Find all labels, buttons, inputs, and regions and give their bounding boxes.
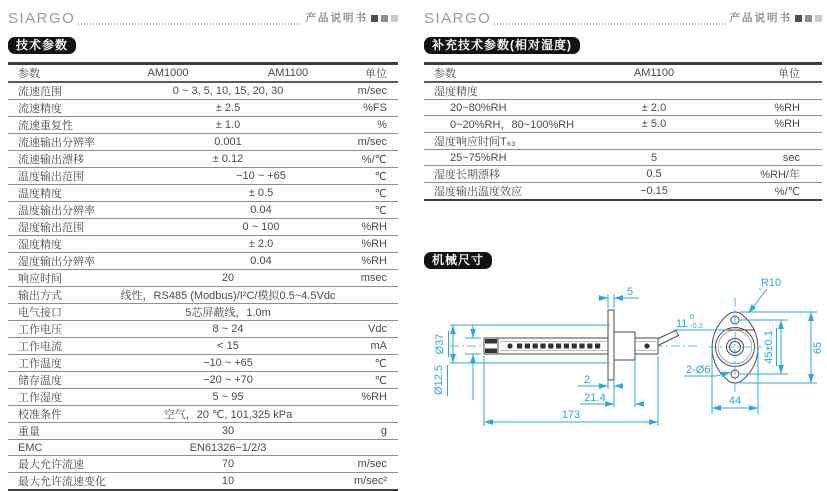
page-header-right <box>424 9 822 27</box>
dim-11: 11 <box>676 318 688 330</box>
param-value-cell: 0.5 <box>646 168 662 180</box>
vent-slots <box>517 344 600 349</box>
param-unit-cell <box>734 82 822 100</box>
param-unit-cell: ℃ <box>374 187 387 200</box>
page-marker-square <box>381 15 388 22</box>
param-unit-cell: msec <box>360 272 387 284</box>
page-header-left <box>8 9 398 27</box>
doc-type-label: 产品说明书 <box>729 11 792 24</box>
param-name-cell: 重量 <box>18 426 40 438</box>
sensor-port-hole <box>507 343 512 348</box>
param-unit-cell: ℃ <box>374 374 387 387</box>
param-name-cell: 校准条件 <box>18 409 62 421</box>
page-marker-square <box>815 15 822 22</box>
param-name-cell: 湿度输出分辨率 <box>18 256 95 268</box>
param-name-cell: 温度精度 <box>18 188 62 200</box>
param-name-cell: 响应时间 <box>18 273 62 285</box>
param-name-cell: 温度输出范围 <box>18 171 84 183</box>
dim-65: 65 <box>812 341 824 355</box>
table-row <box>8 338 398 355</box>
col-header-unit: 单位 <box>778 68 800 80</box>
col-header-unit: 单位 <box>365 68 387 80</box>
param-unit-cell: m/sec <box>357 458 387 470</box>
param-unit-cell: %/℃ <box>774 185 800 198</box>
table-row <box>424 183 822 201</box>
page-left <box>8 0 398 488</box>
page-marker-square <box>371 15 378 22</box>
param-value-cell: 0.001 <box>214 136 242 148</box>
table-row <box>8 304 398 321</box>
dim-dia125: Ø12.5 <box>433 365 445 395</box>
param-unit-cell: m/sec <box>357 85 387 97</box>
param-unit-cell: ℃ <box>374 204 387 217</box>
dim-45: 45±0.1 <box>763 330 775 364</box>
param-value-cell: −10 ~ +65 <box>236 170 286 182</box>
param-value-cell: 5芯屏蔽线，1.0m <box>185 307 271 319</box>
param-unit-cell: Vdc <box>368 323 387 335</box>
param-value-cell: 70 <box>221 458 235 470</box>
param-name-cell: 最大允许流速 <box>18 459 84 471</box>
param-unit-cell <box>348 406 398 423</box>
dim-2dia6: 2-Ø6 <box>686 364 711 376</box>
section-badge-tech-params: 技术参数 <box>8 37 76 54</box>
param-unit-cell: mA <box>370 340 387 352</box>
param-value-cell: −0.15 <box>640 185 668 197</box>
param-unit-cell: g <box>380 425 387 437</box>
param-value-cell: 0 ~ 3, 5, 10, 15, 20, 30 <box>172 85 284 97</box>
mounting-flange-side <box>608 310 614 380</box>
param-name-cell: 温度输出分辨率 <box>18 205 95 217</box>
col-header-param: 参数 <box>434 68 456 80</box>
param-name-cell: 工作温度 <box>18 358 62 370</box>
table-row <box>424 166 822 183</box>
param-unit-cell <box>348 440 398 456</box>
table-row <box>8 117 398 134</box>
page-right <box>424 0 822 478</box>
param-unit-cell: % <box>377 119 387 131</box>
humidity-params-table <box>424 62 822 201</box>
param-unit-cell: %RH <box>774 118 800 130</box>
table-row <box>8 151 398 168</box>
param-value-cell: ± 0.12 <box>212 153 244 165</box>
param-value-cell: ± 1.0 <box>215 119 241 131</box>
param-value-cell: 空气，20 ℃, 101,325 kPa <box>163 409 293 421</box>
param-name-cell: 储存温度 <box>18 375 62 387</box>
param-name-cell: 流速重复性 <box>18 120 73 132</box>
param-name-cell: 流速精度 <box>18 103 62 115</box>
param-unit-cell <box>734 133 822 150</box>
dim-11-tol-lower: -0.2 <box>690 321 703 330</box>
page-marker-square <box>795 15 802 22</box>
param-unit-cell: %RH <box>361 391 387 403</box>
hub-boss <box>614 332 635 360</box>
col-header-am1100: AM1100 <box>633 67 675 79</box>
section-badge-humidity-params: 补充技术参数(相对湿度) <box>424 37 580 54</box>
dim-173: 173 <box>561 409 581 421</box>
param-name-cell: 湿度精度 <box>18 239 62 251</box>
dim-dia37: Ø37 <box>434 333 446 355</box>
dim-2: 2 <box>583 374 591 386</box>
table-row <box>8 456 398 473</box>
table-row <box>8 389 398 406</box>
param-name-cell: EMC <box>18 441 43 454</box>
table-row <box>8 423 398 440</box>
table-row <box>8 134 398 151</box>
param-value-cell: ± 2.5 <box>215 102 241 114</box>
param-value-cell: ± 0.5 <box>248 187 274 199</box>
table-header-row <box>424 64 822 83</box>
param-unit-cell: ℃ <box>374 357 387 370</box>
brand-logo: SIARGO <box>8 9 76 27</box>
param-name-cell: 湿度输出范围 <box>18 222 84 234</box>
param-name-cell: 20~80%RH <box>450 101 507 114</box>
param-name-cell: 工作电压 <box>18 324 62 336</box>
param-name-cell: 流速输出漂移 <box>18 154 84 166</box>
param-name-cell: 最大允许流速变化 <box>18 476 106 488</box>
dim-44: 44 <box>728 395 742 407</box>
param-name-cell: 输出方式 <box>18 290 62 302</box>
param-value-cell: ± 2.0 <box>641 101 667 114</box>
table-row <box>8 219 398 236</box>
param-name-cell: 工作湿度 <box>18 392 62 404</box>
table-row <box>8 202 398 219</box>
param-unit-cell: m/sec <box>357 136 387 148</box>
param-unit-cell: %FS <box>363 102 387 114</box>
param-value-cell: < 15 <box>217 340 239 352</box>
header-dotted-rule <box>78 23 302 25</box>
param-name-cell: 流速输出分辨率 <box>18 137 95 149</box>
param-value-cell: ± 2.0 <box>248 238 274 250</box>
doc-type-label: 产品说明书 <box>305 11 368 24</box>
dim-214: 21.4 <box>584 392 606 404</box>
param-value-cell <box>574 133 734 150</box>
param-value-cell: EN61326−1/2/3 <box>189 441 267 454</box>
table-header-row <box>8 64 398 83</box>
table-row <box>8 440 398 456</box>
param-name-cell: 25~75%RH <box>450 151 507 164</box>
param-name-cell: 工作电流 <box>18 341 62 353</box>
probe-end-cap <box>485 339 497 344</box>
param-unit-cell: %RH <box>361 255 387 267</box>
param-unit-cell: %RH <box>361 221 387 233</box>
table-row <box>8 372 398 389</box>
table-row <box>8 82 398 100</box>
table-row <box>8 168 398 185</box>
page-marker-square <box>391 15 398 22</box>
param-name-cell: 湿度响应时间T₆₃ <box>434 136 516 148</box>
col-header-am1100: AM1100 <box>267 67 309 79</box>
param-name-cell: 电气接口 <box>18 307 62 319</box>
header-dotted-rule <box>494 23 726 25</box>
param-unit-cell: %/℃ <box>361 153 387 166</box>
col-header-am1000: AM1000 <box>147 67 189 79</box>
side-view-probe <box>450 310 698 380</box>
param-value-cell: 30 <box>221 425 235 437</box>
table-row <box>8 287 398 304</box>
table-row <box>8 100 398 117</box>
param-name-cell: 湿度输出温度效应 <box>434 186 522 198</box>
param-unit-cell: %RH/年 <box>760 169 800 181</box>
brand-logo: SIARGO <box>424 9 492 27</box>
param-value-cell: 0 ~ 100 <box>242 221 280 233</box>
table-row <box>424 100 822 116</box>
param-unit-cell <box>348 304 398 321</box>
param-value-cell: 8 ~ 24 <box>212 323 244 335</box>
param-name-cell: 0~20%RH，80~100%RH <box>450 119 575 131</box>
table-row <box>8 406 398 423</box>
param-value-cell: 0.04 <box>250 204 272 216</box>
table-row <box>8 253 398 270</box>
table-row <box>8 236 398 253</box>
param-value-cell: −20 ~ +70 <box>203 374 253 386</box>
cable <box>658 331 679 346</box>
param-value-cell: 10 <box>221 475 235 487</box>
dim-11-tol-upper: 0 <box>690 312 695 321</box>
param-name-cell: 湿度精度 <box>434 86 478 98</box>
param-value-cell: 20 <box>221 272 235 284</box>
param-value-cell: −10 ~ +65 <box>203 357 253 369</box>
param-value-cell: ± 5.0 <box>641 118 667 130</box>
param-value-cell: 线性，RS485 (Modbus)/I²C/模拟0.5~4.5Vdc <box>120 290 336 302</box>
tech-params-table-body <box>8 82 398 490</box>
param-value-cell <box>574 82 734 100</box>
param-value-cell: 0.04 <box>250 255 272 267</box>
table-row <box>424 116 822 133</box>
param-value-cell: 5 <box>650 151 658 164</box>
table-row <box>8 321 398 338</box>
mechanical-drawing <box>420 268 827 448</box>
param-unit-cell: %RH <box>774 101 800 114</box>
table-row <box>424 82 822 100</box>
humidity-params-table-body <box>424 82 822 200</box>
table-row <box>8 473 398 491</box>
page-marker-square <box>805 15 812 22</box>
table-row <box>8 355 398 372</box>
param-name-cell: 流速范围 <box>18 86 62 98</box>
param-unit-cell: ℃ <box>374 170 387 183</box>
param-unit-cell: %RH <box>361 238 387 250</box>
param-unit-cell: sec <box>782 151 800 164</box>
section-badge-mechanical: 机械尺寸 <box>424 252 492 269</box>
param-unit-cell <box>348 287 398 304</box>
dim-5: 5 <box>626 286 634 298</box>
table-row <box>424 150 822 166</box>
col-header-param: 参数 <box>18 68 40 80</box>
param-value-cell: 5 ~ 95 <box>212 391 244 403</box>
table-row <box>8 185 398 202</box>
param-unit-cell: m/sec² <box>354 475 387 487</box>
dim-r10: R10 <box>760 277 782 289</box>
table-row <box>424 133 822 150</box>
param-name-cell: 湿度长期漂移 <box>434 169 500 181</box>
table-row <box>8 270 398 287</box>
tech-params-table <box>8 62 398 491</box>
